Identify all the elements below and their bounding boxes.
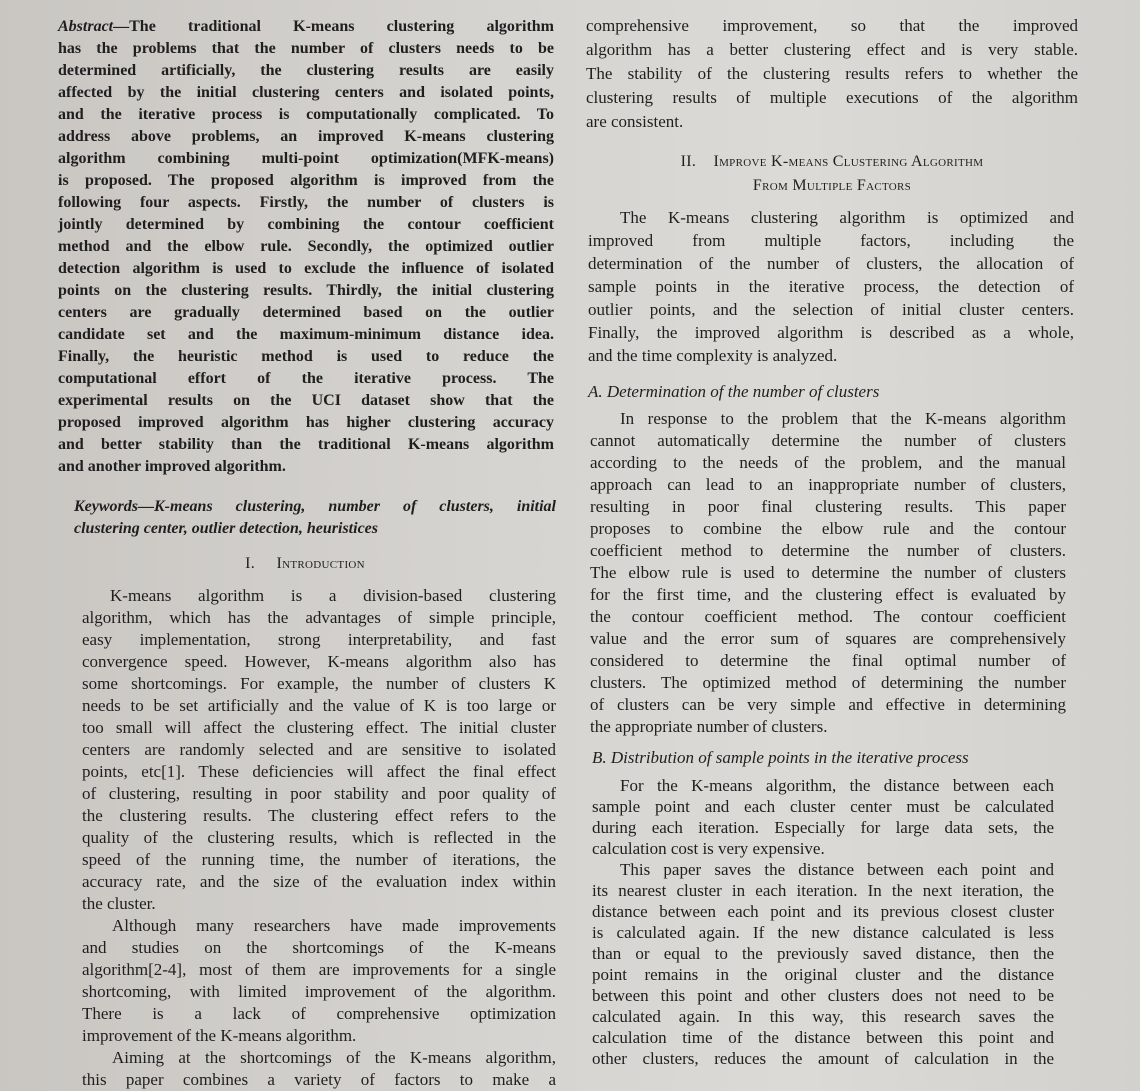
text-line: clusters. The optimized method of determining the number: [590, 673, 1066, 692]
abstract-line: centers are gradually determined based on the outlier: [58, 304, 554, 321]
abstract-line: Finally, the heuristic method is used to reduce the: [58, 348, 554, 365]
text-line: considered to determine the final optimal number of: [590, 651, 1066, 670]
subsection-heading-b: B. Distribution of sample points in the iterative process: [592, 748, 969, 767]
text-line: this paper combines a variety of factors to make a: [82, 1070, 556, 1089]
text-line: of clustering, resulting in poor stability and poor quality of: [82, 784, 556, 803]
abstract-line: experimental results on the UCI dataset show that the: [58, 392, 554, 409]
abstract-line: following four aspects. Firstly, the number of clusters is: [58, 194, 554, 211]
text-line: than or equal to the previously saved distance, then the: [592, 944, 1054, 963]
abstract-line: computational effort of the iterative process. The: [58, 370, 554, 387]
text-line: sample point and each cluster center must be calculated: [592, 797, 1054, 816]
text-line: needs to be set artificially and the value of K is too large or: [82, 696, 556, 715]
abstract-line: jointly determined by combining the contour coefficient: [58, 216, 554, 233]
subsection-heading-a: A. Determination of the number of clusters: [588, 382, 880, 401]
text-line: coefficient method to determine the number of clusters.: [590, 541, 1066, 560]
abstract-label: Abstract: [58, 18, 114, 35]
text-line: For the K-means algorithm, the distance between each: [620, 776, 1054, 795]
abstract-line: has the problems that the number of clusters needs to be: [58, 40, 554, 57]
text-line: and studies on the shortcomings of the K-means: [82, 938, 556, 957]
abstract-line: and another improved algorithm.: [58, 458, 286, 475]
intro-paragraph-1: [82, 585, 556, 1091]
text-line: comprehensive improvement, so that the improved: [586, 16, 1078, 35]
text-line: resulting in poor final clustering results. This paper: [590, 497, 1066, 516]
text-line: Aiming at the shortcomings of the K-means algorithm,: [112, 1048, 556, 1067]
text-line: is calculated again. If the new distance calculated is less: [592, 923, 1054, 942]
text-line: for the first time, and the clustering effect is evaluated by: [590, 585, 1066, 604]
section-heading-2: [586, 150, 1078, 198]
section-number: I.: [245, 555, 256, 572]
abstract-line: candidate set and the maximum-minimum distance idea.: [58, 326, 554, 343]
text-line: determination of the number of clusters, the allocation of: [588, 254, 1074, 273]
abstract-line: method and the elbow rule. Secondly, the optimized outlier: [58, 238, 554, 255]
keywords-line: Keywords—K-means clustering, number of clusters, initial: [74, 498, 556, 515]
text-line: calculation cost is very expensive.: [592, 839, 825, 858]
text-line: easy implementation, strong interpretability, and fast: [82, 630, 556, 649]
text-line: the cluster.: [82, 894, 156, 913]
text-line: improved from multiple factors, including the: [588, 231, 1074, 250]
text-line: the appropriate number of clusters.: [590, 717, 828, 736]
abstract-line: Abstract—The traditional K-means clustering algorithm: [58, 18, 554, 35]
abstract-line: detection algorithm is used to exclude the influence of isolated: [58, 260, 554, 277]
text-line: proposes to combine the elbow rule and the contour: [590, 519, 1066, 538]
text-line: value and the error sum of squares are comprehensively: [590, 629, 1066, 648]
text-line: The elbow rule is used to determine the number of clusters: [590, 563, 1066, 582]
text-line: and the time complexity is analyzed.: [588, 346, 838, 365]
text-line: In response to the problem that the K-means algorithm: [620, 409, 1066, 428]
text-line: The stability of the clustering results refers to whether the: [586, 64, 1078, 83]
text-line: calculated again. In this way, this research saves the: [592, 1007, 1054, 1026]
text-line: speed of the running time, the number of iterations, the: [82, 850, 556, 869]
keywords-line: clustering center, outlier detection, heuristices: [74, 520, 378, 537]
abstract-line: is proposed. The proposed algorithm is improved from the: [58, 172, 554, 189]
text-line: The K-means clustering algorithm is optimized and: [620, 208, 1074, 227]
abstract-line: points on the clustering results. Thirdly, the initial clustering: [58, 282, 554, 299]
text-line: convergence speed. However, K-means algorithm also has: [82, 652, 556, 671]
text-line: approach can lead to an inappropriate number of clusters,: [590, 475, 1066, 494]
right-paragraph-b: [592, 775, 1054, 1069]
text-line: cannot automatically determine the number of clusters: [590, 431, 1066, 450]
text-line: the clustering results. The clustering effect refers to the: [82, 806, 556, 825]
text-line: algorithm has a better clustering effect and is very stable.: [586, 40, 1078, 59]
text-line: point remains in the original cluster and the distance: [592, 965, 1054, 984]
abstract-block: [58, 16, 554, 478]
text-line: the contour coefficient method. The contour coefficient: [590, 607, 1066, 626]
text-line: Finally, the improved algorithm is described as a whole,: [588, 323, 1074, 342]
abstract-line: and the iterative process is computationally complicated. To: [58, 106, 554, 123]
text-line: This paper saves the distance between each point and: [620, 860, 1054, 879]
text-line: clustering results of multiple executions of the algorithm: [586, 88, 1078, 107]
text-line: There is a lack of comprehensive optimization: [82, 1004, 556, 1023]
abstract-line: affected by the initial clustering centers and isolated points,: [58, 84, 554, 101]
keywords-block: [74, 496, 556, 540]
text-line: algorithm, which has the advantages of simple principle,: [82, 608, 556, 627]
text-line: points, etc[1]. These deficiencies will affect the final effect: [82, 762, 556, 781]
text-line: of clusters can be very simple and effective in determining: [590, 695, 1066, 714]
text-line: sample points in the iterative process, the detection of: [588, 277, 1074, 296]
section-heading-introduction: [54, 555, 556, 573]
text-line: centers are randomly selected and are sensitive to isolated: [82, 740, 556, 759]
text-line: K-means algorithm is a division-based clustering: [110, 586, 556, 605]
section-title: Introduction: [276, 555, 365, 572]
abstract-line: address above problems, an improved K-means clustering: [58, 128, 554, 145]
abstract-line: proposed improved algorithm has higher clustering accuracy: [58, 414, 554, 431]
text-line: its nearest cluster in each iteration. In the next iteration, the: [592, 881, 1054, 900]
text-line: between this point and other clusters does not need to be: [592, 986, 1054, 1005]
right-paragraph-1: [588, 206, 1074, 367]
text-line: are consistent.: [586, 112, 684, 131]
text-line: calculation time of the distance between this point and: [592, 1028, 1054, 1047]
text-line: outlier points, and the selection of initial cluster centers.: [588, 300, 1074, 319]
section-title-line: Improve K-means Clustering Algorithm: [713, 153, 984, 170]
right-paragraph-0: [586, 14, 1078, 134]
text-line: Although many researchers have made improvements: [112, 916, 556, 935]
text-line: algorithm[2-4], most of them are improvements for a single: [82, 960, 556, 979]
text-line: some shortcomings. For example, the number of clusters K: [82, 674, 556, 693]
text-line: accuracy rate, and the size of the evaluation index within: [82, 872, 556, 891]
text-line: other clusters, reduces the amount of calculation in the: [592, 1049, 1054, 1068]
text-line: distance between each point and its previous closest cluster: [592, 902, 1054, 921]
text-line: quality of the clustering results, which is reflected in the: [82, 828, 556, 847]
text-line: shortcoming, with limited improvement of the algorithm.: [82, 982, 556, 1001]
abstract-line: determined artificially, the clustering results are easily: [58, 62, 554, 79]
abstract-line: and better stability than the traditional K-means algorithm: [58, 436, 554, 453]
right-paragraph-a: [590, 408, 1066, 738]
text-line: improvement of the K-means algorithm.: [82, 1026, 357, 1045]
text-line: according to the needs of the problem, and the manual: [590, 453, 1066, 472]
section-title-line: From Multiple Factors: [752, 177, 912, 194]
text-line: too small will affect the clustering effect. The initial cluster: [82, 718, 556, 737]
section-number: II.: [680, 153, 697, 170]
text-line: during each iteration. Especially for large data sets, the: [592, 818, 1054, 837]
abstract-line: algorithm combining multi-point optimization(MFK-means): [58, 150, 554, 167]
